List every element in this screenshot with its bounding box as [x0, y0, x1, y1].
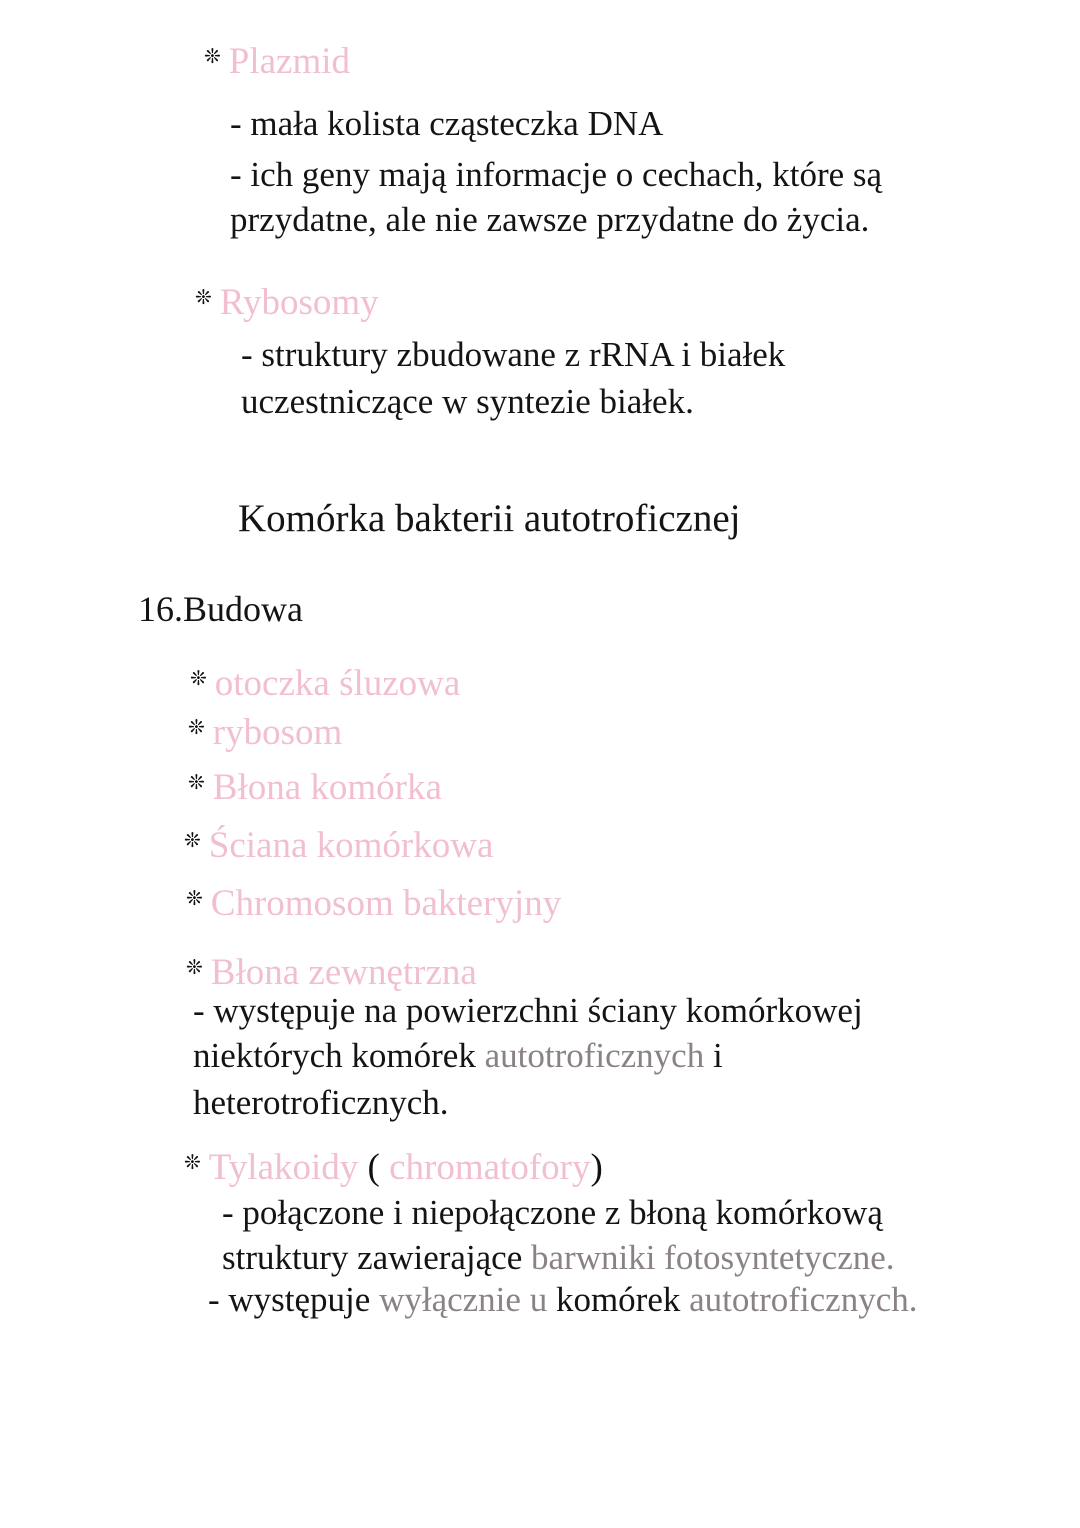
- plazmid-line-3: przydatne, ale nie zawsze przydatne do życia.: [230, 200, 870, 239]
- bullet-star-icon: ❊: [184, 1150, 201, 1174]
- budowa-item: [188, 766, 442, 809]
- bullet-star-icon: ❊: [186, 955, 203, 979]
- bullet-star-icon: ❊: [195, 285, 212, 309]
- bullet-star-icon: ❊: [186, 886, 203, 910]
- blona-zewnetrzna-title: Błona zewnętrzna: [210, 952, 477, 993]
- text-run: - występuje: [208, 1280, 380, 1319]
- bullet-star-icon: ❊: [188, 715, 205, 739]
- budowa-title: Budowa: [183, 589, 303, 629]
- paren-open: (: [358, 1147, 390, 1188]
- budowa-item: [190, 662, 460, 705]
- plazmid-line-2: - ich geny mają informacje o cechach, które są: [230, 155, 883, 194]
- rybosomy-heading: [195, 281, 379, 324]
- paren-close: ): [590, 1147, 603, 1188]
- rybosomy-title: Rybosomy: [219, 282, 379, 323]
- highlight-run: barwniki fotosyntetyczne.: [531, 1238, 895, 1277]
- highlight-run: autotroficznych.: [689, 1280, 918, 1319]
- budowa-item-label: Chromosom bakteryjny: [210, 883, 562, 924]
- tylakoidy-heading: [184, 1146, 603, 1189]
- bullet-star-icon: ❊: [190, 666, 207, 690]
- rybosomy-line-2: uczestniczące w syntezie białek.: [241, 382, 694, 421]
- budowa-item: [186, 882, 561, 925]
- text-run: i: [704, 1036, 723, 1075]
- budowa-item: [188, 711, 342, 754]
- plazmid-heading: [204, 40, 350, 83]
- blona-zewnetrzna-line-3: heterotroficznych.: [193, 1083, 449, 1122]
- tylakoidy-subtitle: chromatofory: [389, 1147, 591, 1188]
- text-run: komórek: [547, 1280, 690, 1319]
- budowa-item-label: Ściana komórkowa: [208, 825, 494, 866]
- highlight-run: autotroficznych: [484, 1036, 705, 1075]
- highlight-run: wyłącznie u: [379, 1280, 548, 1319]
- budowa-item-label: rybosom: [212, 712, 343, 753]
- budowa-item-label: Błona komórka: [212, 767, 442, 808]
- blona-zewnetrzna-line-2: [193, 1033, 723, 1079]
- tylakoidy-line-2: [222, 1235, 895, 1281]
- text-run: niektórych komórek: [193, 1036, 485, 1075]
- rybosomy-line-1: - struktury zbudowane z rRNA i białek: [241, 335, 786, 374]
- tylakoidy-line-3: [208, 1277, 918, 1323]
- budowa-item: [184, 824, 493, 867]
- bullet-star-icon: ❊: [188, 770, 205, 794]
- blona-zewnetrzna-line-1: - występuje na powierzchni ściany komórkowej: [193, 991, 863, 1030]
- bullet-star-icon: ❊: [204, 44, 221, 68]
- plazmid-line-1: - mała kolista cząsteczka DNA: [230, 104, 664, 143]
- budowa-number: 16.: [138, 589, 183, 629]
- plazmid-title: Plazmid: [228, 41, 351, 82]
- tylakoidy-line-1: - połączone i niepołączone z błoną komórkową: [222, 1193, 883, 1232]
- bullet-star-icon: ❊: [184, 828, 201, 852]
- tylakoidy-title: Tylakoidy: [208, 1147, 359, 1188]
- section-title: Komórka bakterii autotroficznej: [238, 497, 741, 540]
- text-run: struktury zawierające: [222, 1238, 532, 1277]
- budowa-item-label: otoczka śluzowa: [214, 663, 461, 704]
- budowa-heading: [138, 588, 303, 630]
